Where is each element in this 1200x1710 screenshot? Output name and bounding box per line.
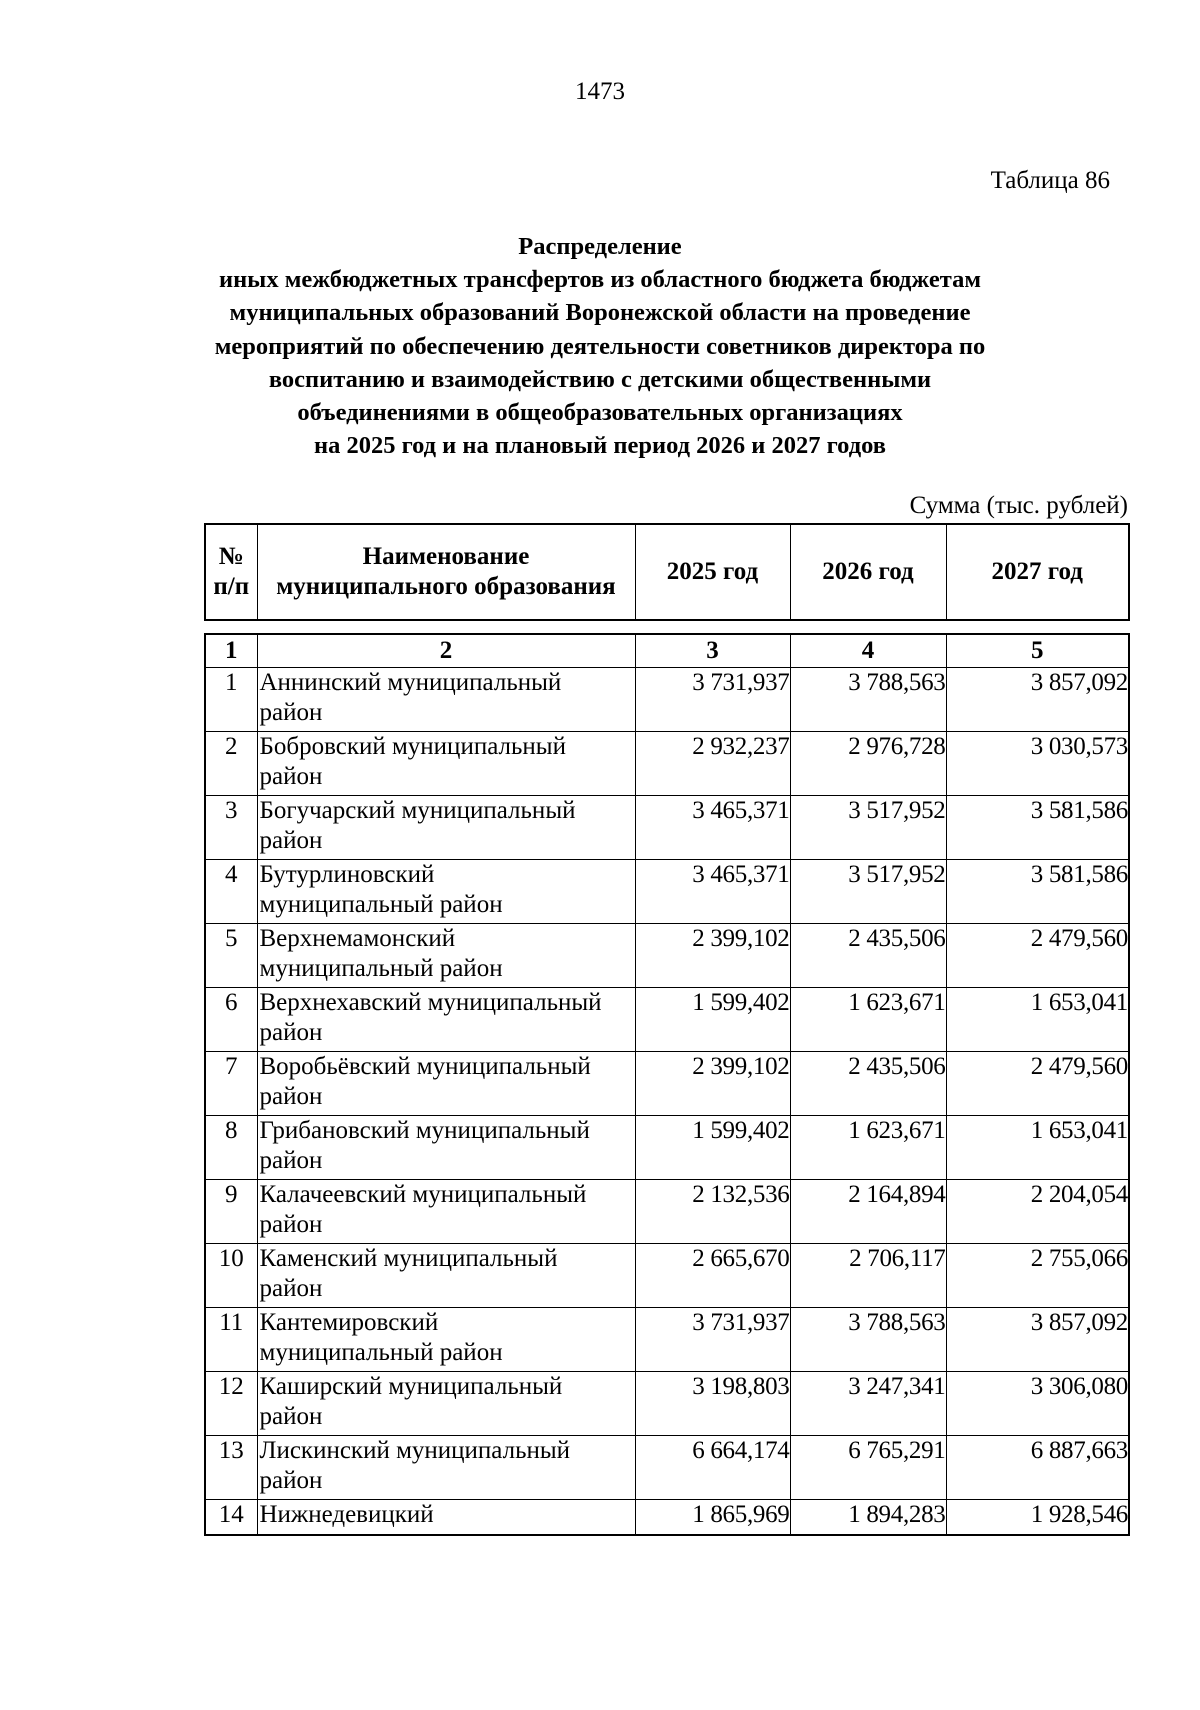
row-number [205,1116,257,1180]
municipality-name [257,668,635,732]
table-row [205,1372,1129,1436]
value-2027-text: 3 857,092 [1030,669,1128,696]
row-number-text: 11 [219,1309,244,1336]
column-number: 5 [946,634,1129,668]
municipality-name-line1: Верхнехавский муниципальный [259,989,602,1016]
value-2027-text: 1 653,041 [1030,989,1128,1016]
value-2025-text: 3 198,803 [692,1373,790,1400]
value-2026-text: 3 517,952 [848,861,946,888]
column-number: 3 [635,634,790,668]
value-2025-text: 2 665,670 [692,1245,790,1272]
header-2026: 2026 год [790,524,946,620]
value-2026 [790,860,946,924]
row-number [205,1180,257,1244]
table-row [205,668,1129,732]
value-2026 [790,1372,946,1436]
row-number [205,988,257,1052]
row-number-text: 4 [225,861,238,888]
value-2027 [946,1372,1129,1436]
row-number [205,796,257,860]
column-number: 2 [257,634,635,668]
header-name-line2: муниципального образования [276,573,616,600]
value-2025-text: 2 399,102 [692,925,790,952]
municipality-name-line2: район [259,1211,323,1238]
table-row [205,796,1129,860]
row-number [205,1308,257,1372]
title-line: объединениями в общеобразовательных организациях [297,399,903,427]
value-2027-text: 3 306,080 [1030,1373,1128,1400]
value-2026-text: 2 706,117 [849,1245,946,1272]
table-row [205,1052,1129,1116]
value-2025 [635,1116,790,1180]
value-2027 [946,924,1129,988]
table-label: Таблица 86 [990,167,1110,194]
municipality-name [257,1500,635,1536]
row-number-text: 9 [225,1181,238,1208]
title-line: на 2025 год и на плановый период 2026 и 2027 годов [313,432,886,460]
title-line: иных межбюджетных трансфертов из областного бюджета бюджетам [218,266,982,294]
column-number: 1 [205,634,257,668]
row-number [205,924,257,988]
header-2025: 2025 год [635,524,790,620]
value-2025-text: 6 664,174 [692,1437,790,1464]
header-num [205,524,257,620]
value-2027-text: 3 581,586 [1030,861,1128,888]
municipality-name-line1: Каширский муниципальный [259,1373,563,1400]
value-2027 [946,1116,1129,1180]
value-2026 [790,1244,946,1308]
table-row [205,732,1129,796]
municipality-name-line1: Грибановский муниципальный [259,1117,590,1144]
value-2027 [946,1436,1129,1500]
table-row [205,924,1129,988]
units-label: Сумма (тыс. рублей) [909,492,1128,519]
municipality-name-line1: Верхнемамонский [259,925,456,952]
value-2025 [635,1500,790,1536]
row-number-text: 1 [225,669,238,696]
value-2026-text: 2 976,728 [848,733,946,760]
value-2025 [635,1180,790,1244]
value-2027-text: 2 479,560 [1030,1053,1128,1080]
value-2026-text: 3 788,563 [848,1309,946,1336]
value-2027-text: 1 928,546 [1030,1501,1128,1528]
municipality-name-line1: Богучарский муниципальный [259,797,576,824]
value-2027-text: 3 857,092 [1030,1309,1128,1336]
municipality-name [257,924,635,988]
value-2025 [635,924,790,988]
value-2025 [635,668,790,732]
municipality-name [257,1244,635,1308]
data-table [204,633,1130,1536]
value-2026-text: 2 435,506 [848,1053,946,1080]
municipality-name [257,796,635,860]
value-2026 [790,668,946,732]
municipality-name-line1: Бутурлиновский [259,861,435,888]
municipality-name-line2: муниципальный район [259,955,503,982]
row-number-text: 3 [225,797,238,824]
value-2027 [946,1500,1129,1536]
value-2026-text: 2 435,506 [848,925,946,952]
row-number-text: 8 [225,1117,238,1144]
header-name-line1: Наименование [362,543,530,570]
municipality-name-line2: район [259,1467,323,1494]
municipality-name-line1: Нижнедевицкий [259,1501,434,1528]
value-2026-text: 3 517,952 [848,797,946,824]
value-2025 [635,796,790,860]
row-number-text: 12 [218,1373,244,1400]
row-number-text: 14 [218,1501,244,1528]
value-2026 [790,796,946,860]
value-2025-text: 2 399,102 [692,1053,790,1080]
municipality-name [257,988,635,1052]
value-2027-text: 2 755,066 [1030,1245,1128,1272]
municipality-name-line1: Аннинский муниципальный [259,669,562,696]
municipality-name-line1: Калачеевский муниципальный [259,1181,587,1208]
municipality-name [257,1180,635,1244]
municipality-name [257,860,635,924]
value-2026-text: 3 247,341 [848,1373,946,1400]
row-number [205,1372,257,1436]
municipality-name-line2: район [259,763,323,790]
table-row [205,1244,1129,1308]
value-2026 [790,1116,946,1180]
value-2025-text: 3 731,937 [692,669,790,696]
value-2027 [946,1244,1129,1308]
value-2025-text: 3 465,371 [692,797,790,824]
municipality-name [257,1372,635,1436]
value-2027-text: 2 204,054 [1030,1181,1128,1208]
municipality-name-line1: Каменский муниципальный [259,1245,558,1272]
value-2027-text: 1 653,041 [1030,1117,1128,1144]
value-2026 [790,732,946,796]
row-number [205,668,257,732]
value-2026-text: 3 788,563 [848,669,946,696]
value-2026 [790,1052,946,1116]
value-2026-text: 1 894,283 [848,1501,946,1528]
value-2027 [946,796,1129,860]
row-number-text: 10 [218,1245,244,1272]
table-row [205,988,1129,1052]
table-row [205,1500,1129,1536]
title-line: Распределение [518,233,682,260]
municipality-name [257,1308,635,1372]
title-line: мероприятий по обеспечению деятельности советников директора по [214,332,986,360]
municipality-name-line2: район [259,1019,323,1046]
table-header [204,523,1130,621]
municipality-name [257,1116,635,1180]
document-title [150,230,1050,462]
value-2025-text: 1 599,402 [692,1117,790,1144]
municipality-name-line2: район [259,1275,323,1302]
table-row [205,1116,1129,1180]
value-2025-text: 3 731,937 [692,1309,790,1336]
municipality-name-line2: район [259,1147,323,1174]
value-2027 [946,668,1129,732]
municipality-name-line2: район [259,827,323,854]
value-2025 [635,732,790,796]
title-line: муниципальных образований Воронежской области на проведение [229,299,971,327]
municipality-name-line1: Бобровский муниципальный [259,733,566,760]
value-2026 [790,1180,946,1244]
table-row [205,1180,1129,1244]
value-2026 [790,1436,946,1500]
municipality-name-line1: Воробьёвский муниципальный [259,1053,591,1080]
row-number [205,1436,257,1500]
column-numbers-row [205,634,1129,668]
municipality-name-line2: район [259,1403,323,1430]
value-2025-text: 2 132,536 [692,1181,790,1208]
value-2027-text: 6 887,663 [1030,1437,1128,1464]
municipality-name-line1: Кантемировский [259,1309,439,1336]
value-2027 [946,988,1129,1052]
value-2025 [635,1244,790,1308]
value-2027 [946,1308,1129,1372]
value-2026-text: 1 623,671 [848,1117,946,1144]
header-2027: 2027 год [946,524,1129,620]
row-number-text: 5 [225,925,238,952]
value-2025-text: 3 465,371 [692,861,790,888]
value-2025-text: 2 932,237 [692,733,790,760]
value-2025 [635,1372,790,1436]
value-2025 [635,1308,790,1372]
value-2026 [790,1500,946,1536]
table-body [205,634,1129,1535]
value-2025 [635,988,790,1052]
value-2026-text: 1 623,671 [848,989,946,1016]
value-2026 [790,924,946,988]
header-num-line2: п/п [213,573,250,600]
municipality-name-line1: Лискинский муниципальный [259,1437,571,1464]
value-2027-text: 3 581,586 [1030,797,1128,824]
value-2026 [790,1308,946,1372]
value-2026-text: 2 164,894 [848,1181,946,1208]
value-2027 [946,1180,1129,1244]
value-2026-text: 6 765,291 [848,1437,946,1464]
value-2027 [946,1052,1129,1116]
value-2027-text: 3 030,573 [1030,733,1128,760]
title-line: воспитанию и взаимодействию с детскими общественными [268,365,932,393]
value-2027-text: 2 479,560 [1030,925,1128,952]
municipality-name [257,1436,635,1500]
row-number [205,732,257,796]
municipality-name-line2: район [259,699,323,726]
row-number-text: 2 [225,733,238,760]
table-row [205,1308,1129,1372]
row-number-text: 13 [218,1437,244,1464]
row-number-text: 6 [225,989,238,1016]
municipality-name [257,1052,635,1116]
value-2026 [790,988,946,1052]
municipality-name [257,732,635,796]
row-number [205,1244,257,1308]
row-number-text: 7 [225,1053,238,1080]
table-row [205,860,1129,924]
header-name [257,524,635,620]
value-2025 [635,1436,790,1500]
municipality-name-line2: муниципальный район [259,891,503,918]
value-2027 [946,860,1129,924]
table-row [205,1436,1129,1500]
municipality-name-line2: муниципальный район [259,1339,503,1366]
row-number [205,1500,257,1536]
value-2025 [635,1052,790,1116]
value-2025-text: 1 599,402 [692,989,790,1016]
page-number: 1473 [575,78,625,105]
municipality-name-line2: район [259,1083,323,1110]
header-num-line1: № [218,543,244,570]
row-number [205,860,257,924]
value-2027 [946,732,1129,796]
column-number: 4 [790,634,946,668]
row-number [205,1052,257,1116]
value-2025 [635,860,790,924]
value-2025-text: 1 865,969 [692,1501,790,1528]
